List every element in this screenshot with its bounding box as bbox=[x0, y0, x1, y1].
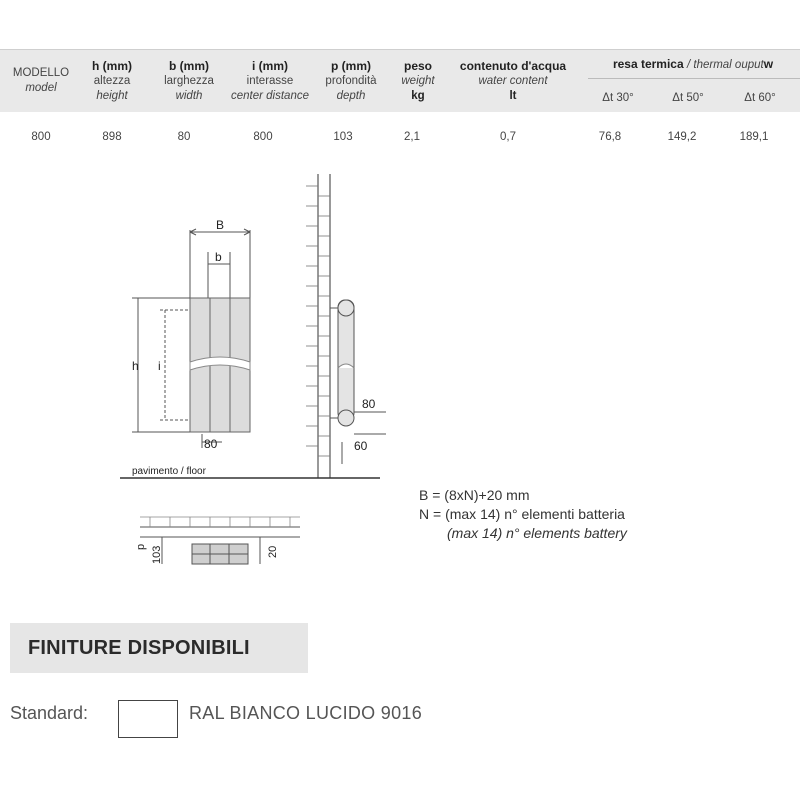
col-peso bbox=[388, 59, 448, 104]
p-en: depth bbox=[336, 90, 366, 102]
spec-table bbox=[0, 49, 800, 149]
col-h bbox=[78, 59, 146, 104]
label-i: i bbox=[158, 359, 161, 373]
modello-label: MODELLO bbox=[12, 67, 70, 79]
resa-divider bbox=[588, 78, 800, 79]
p-value: 103 bbox=[333, 131, 353, 143]
peso-en: weight bbox=[401, 75, 435, 87]
h-label: h (mm) bbox=[92, 59, 132, 73]
h-en: height bbox=[96, 90, 128, 102]
modello-value: 800 bbox=[31, 131, 51, 143]
col-p bbox=[316, 59, 386, 104]
finiture-title: FINITURE DISPONIBILI bbox=[28, 637, 250, 659]
label-80: 80 bbox=[204, 437, 218, 451]
side-80: 80 bbox=[362, 397, 376, 411]
dt30-label: Δt 30° bbox=[602, 92, 634, 104]
plan-103: 103 bbox=[151, 545, 163, 564]
note-line-1: B = (8xN)+20 mm bbox=[419, 487, 530, 503]
note-line-3: (max 14) n° elements battery bbox=[447, 525, 627, 541]
acqua-unit: lt bbox=[509, 90, 517, 102]
label-b: b bbox=[215, 250, 222, 264]
col-b bbox=[150, 59, 228, 104]
col-acqua bbox=[448, 59, 578, 104]
note-line-2: N = (max 14) n° elementi batteria bbox=[419, 506, 625, 522]
resa-label: resa termica bbox=[612, 57, 684, 71]
dt30-value: 76,8 bbox=[598, 131, 622, 143]
acqua-value: 0,7 bbox=[500, 131, 516, 143]
h-it: altezza bbox=[93, 75, 131, 87]
label-B: B bbox=[216, 218, 225, 232]
h-value: 898 bbox=[102, 131, 122, 143]
i-label: i (mm) bbox=[252, 59, 288, 73]
col-i bbox=[228, 59, 312, 104]
peso-label: peso bbox=[403, 59, 432, 73]
col-modello bbox=[4, 66, 78, 96]
plan-20: 20 bbox=[267, 545, 279, 558]
b-label: b (mm) bbox=[169, 59, 209, 73]
dt60-label: Δt 60° bbox=[744, 92, 776, 104]
side-60: 60 bbox=[354, 439, 368, 453]
resa-unit: w bbox=[763, 57, 774, 71]
i-en: center distance bbox=[231, 90, 309, 102]
resa-header bbox=[588, 57, 798, 71]
formula-notes bbox=[419, 486, 627, 543]
standard-label: Standard: bbox=[10, 703, 89, 723]
ral-label: RAL BIANCO LUCIDO 9016 bbox=[189, 703, 423, 723]
dt50-label: Δt 50° bbox=[672, 92, 704, 104]
technical-drawing bbox=[110, 172, 410, 582]
peso-unit: kg bbox=[411, 90, 425, 102]
dt50-value: 149,2 bbox=[667, 131, 697, 143]
plan-p: p bbox=[135, 543, 147, 550]
resa-en: / thermal ouput bbox=[687, 59, 764, 71]
b-en: width bbox=[175, 90, 203, 102]
label-h: h bbox=[132, 359, 139, 373]
i-value: 800 bbox=[253, 131, 273, 143]
p-it: profondità bbox=[325, 75, 377, 87]
acqua-label: contenuto d'acqua bbox=[459, 59, 567, 73]
peso-value: 2,1 bbox=[404, 131, 420, 143]
floor-label: pavimento / floor bbox=[132, 466, 206, 477]
acqua-en: water content bbox=[478, 75, 548, 87]
p-label: p (mm) bbox=[331, 59, 371, 73]
dt60-value: 189,1 bbox=[739, 131, 769, 143]
b-value: 80 bbox=[177, 131, 191, 143]
i-it: interasse bbox=[246, 75, 294, 87]
modello-sub: model bbox=[25, 82, 57, 94]
b-it: larghezza bbox=[164, 75, 214, 87]
color-swatch bbox=[118, 700, 178, 738]
